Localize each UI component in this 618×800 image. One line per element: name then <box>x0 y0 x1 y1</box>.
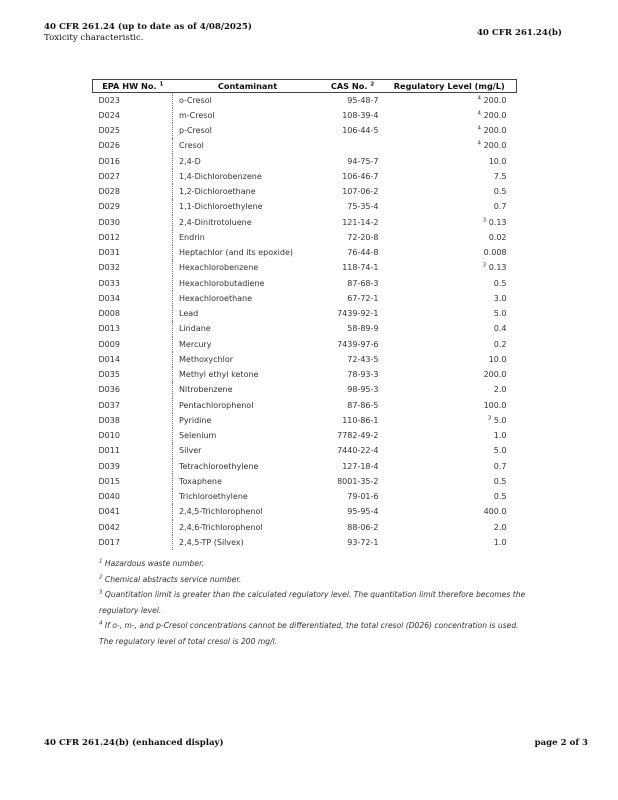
footer-citation: 40 CFR 261.24(b) (enhanced display) <box>44 738 224 748</box>
epa-hw-number: D025 <box>98 126 120 136</box>
table-row <box>93 306 517 321</box>
document-header <box>44 22 252 44</box>
contaminant-name: Hexachlorobutadiene <box>173 276 323 291</box>
regulatory-level-value: 1.0 <box>493 431 507 441</box>
contaminant-name: Heptachlor (and its epoxide) <box>173 245 323 260</box>
cas-number: 110-86-1 <box>342 415 379 425</box>
footnote-ref: 4 <box>477 95 482 102</box>
epa-hw-number: D016 <box>98 156 120 166</box>
regulatory-level <box>383 337 517 352</box>
regulatory-level <box>383 367 517 382</box>
regulatory-level-value: 1.0 <box>493 537 507 547</box>
cas-number: 7782-49-2 <box>337 431 379 441</box>
footnote-text: If o-, m-, and p-Cresol concentrations cannot be differentiated, the total cresol (D026) concentration is used. The regulatory level of total cresol is 200 mg/l. <box>99 621 519 646</box>
regulatory-level-value: 7.5 <box>493 171 507 181</box>
table-row <box>93 108 517 123</box>
footnote <box>99 572 529 588</box>
cas-number: 106-44-5 <box>342 126 379 136</box>
regulatory-level <box>383 535 517 550</box>
cas-number: 95-48-7 <box>347 95 379 105</box>
cas-number: 87-68-3 <box>347 278 379 288</box>
cas-number: 94-75-7 <box>347 156 379 166</box>
epa-hw-number: D035 <box>98 370 120 380</box>
regulatory-level-value: 0.5 <box>493 278 507 288</box>
contaminant-name: Cresol <box>173 138 323 153</box>
regulatory-level <box>383 169 517 184</box>
regulatory-level-value: 100.0 <box>483 400 507 410</box>
table-body <box>93 93 517 551</box>
cas-number: 75-35-4 <box>347 202 379 212</box>
table-row <box>93 291 517 306</box>
table-row <box>93 474 517 489</box>
col-header-cas-no <box>323 80 383 93</box>
epa-hw-number: D036 <box>98 385 120 395</box>
epa-hw-number: D014 <box>98 354 120 364</box>
contaminant-name: m-Cresol <box>173 108 323 123</box>
regulatory-level-value: 2.0 <box>493 385 507 395</box>
regulatory-level <box>383 123 517 138</box>
footnote-ref: 3 <box>487 415 492 422</box>
regulatory-level <box>383 215 517 230</box>
contaminant-name: Nitrobenzene <box>173 382 323 397</box>
footnote <box>99 587 529 618</box>
table-row <box>93 230 517 245</box>
section-reference: 40 CFR 261.24(b) <box>476 28 562 38</box>
table-row <box>93 443 517 458</box>
cas-number: 87-86-5 <box>347 400 379 410</box>
footnote <box>99 556 529 572</box>
epa-hw-number: D027 <box>98 171 120 181</box>
regulatory-level <box>383 154 517 169</box>
table-row <box>93 413 517 428</box>
regulatory-level <box>383 184 517 199</box>
cas-number: 72-20-8 <box>347 232 379 242</box>
page-number: page 2 of 3 <box>534 738 588 748</box>
contaminant-name: Trichloroethylene <box>173 489 323 504</box>
col-header-label: CAS No. <box>330 81 368 91</box>
regulatory-level-value: 5.0 <box>493 415 507 425</box>
regulatory-level <box>383 291 517 306</box>
contaminant-name: Pentachlorophenol <box>173 398 323 413</box>
contaminant-name: Methoxychlor <box>173 352 323 367</box>
cas-number: 98-95-3 <box>347 385 379 395</box>
cas-number: 107-06-2 <box>342 187 379 197</box>
regulatory-level <box>383 245 517 260</box>
contaminant-name: 1,1-Dichloroethylene <box>173 199 323 214</box>
col-header-regulatory-level <box>383 80 517 93</box>
contaminant-name: Lead <box>173 306 323 321</box>
contaminant-name: Toxaphene <box>173 474 323 489</box>
cas-number: 7439-92-1 <box>337 309 379 319</box>
cas-number: 79-01-6 <box>347 492 379 502</box>
regulatory-level <box>383 138 517 153</box>
col-header-epa-hw-no <box>93 80 173 93</box>
regulatory-level-value: 0.5 <box>493 187 507 197</box>
epa-hw-number: D008 <box>98 309 120 319</box>
regulatory-level <box>383 230 517 245</box>
regulatory-level <box>383 260 517 275</box>
contaminant-name: 2,4,5-TP (Silvex) <box>173 535 323 550</box>
footnote-text: Hazardous waste number. <box>104 559 204 568</box>
table-row <box>93 154 517 169</box>
cas-number: 67-72-1 <box>347 293 379 303</box>
table-row <box>93 367 517 382</box>
table-row <box>93 337 517 352</box>
contaminant-name: 1,2-Dichloroethane <box>173 184 323 199</box>
regulatory-level <box>383 398 517 413</box>
epa-hw-number: D010 <box>98 431 120 441</box>
epa-hw-number: D015 <box>98 476 120 486</box>
footnote <box>99 618 529 649</box>
footnote-ref: 1 <box>159 81 164 88</box>
contaminant-name: Hexachlorobenzene <box>173 260 323 275</box>
contaminant-name: Silver <box>173 443 323 458</box>
epa-hw-number: D031 <box>98 248 120 258</box>
contaminant-name: 2,4,6-Trichlorophenol <box>173 520 323 535</box>
regulatory-level-value: 0.7 <box>493 202 507 212</box>
regulatory-level-value: 5.0 <box>493 446 507 456</box>
section-subtitle: Toxicity characteristic. <box>44 33 144 43</box>
table-row <box>93 245 517 260</box>
table-row <box>93 215 517 230</box>
document-title: 40 CFR 261.24 (up to date as of 4/08/2025) <box>44 22 252 32</box>
col-header-label: EPA HW No. <box>102 81 157 91</box>
cas-number: 72-43-5 <box>347 354 379 364</box>
toxicity-table <box>92 79 517 550</box>
regulatory-level <box>383 199 517 214</box>
table-row <box>93 321 517 336</box>
table-row <box>93 276 517 291</box>
contaminant-name: Endrin <box>173 230 323 245</box>
epa-hw-number: D011 <box>98 446 120 456</box>
table-row <box>93 199 517 214</box>
table-row <box>93 93 517 108</box>
regulatory-level-value: 200.0 <box>483 95 507 105</box>
footnote-ref: 3 <box>482 262 487 269</box>
epa-hw-number: D033 <box>98 278 120 288</box>
table-row <box>93 535 517 550</box>
regulatory-level-value: 3.0 <box>493 293 507 303</box>
regulatory-level-value: 0.008 <box>483 248 507 258</box>
epa-hw-number: D032 <box>98 263 120 273</box>
footnote-ref: 4 <box>477 125 482 132</box>
regulatory-level-value: 2.0 <box>493 522 507 532</box>
footnote-marker: 3 <box>99 589 103 596</box>
regulatory-level-value: 10.0 <box>488 156 507 166</box>
footnote-marker: 2 <box>99 573 103 580</box>
epa-hw-number: D023 <box>98 95 120 105</box>
regulatory-level-value: 0.5 <box>493 492 507 502</box>
table-row <box>93 184 517 199</box>
epa-hw-number: D030 <box>98 217 120 227</box>
cas-number: 8001-35-2 <box>337 476 379 486</box>
epa-hw-number: D028 <box>98 187 120 197</box>
regulatory-level-value: 200.0 <box>483 141 507 151</box>
cas-number: 106-46-7 <box>342 171 379 181</box>
contaminant-name: Selenium <box>173 428 323 443</box>
contaminant-name: Lindane <box>173 321 323 336</box>
table-row <box>93 169 517 184</box>
epa-hw-number: D039 <box>98 461 120 471</box>
regulatory-level-value: 10.0 <box>488 354 507 364</box>
col-header-label: Contaminant <box>217 81 278 91</box>
cas-number: 93-72-1 <box>347 537 379 547</box>
regulatory-level <box>383 382 517 397</box>
regulatory-level-value: 0.4 <box>493 324 507 334</box>
table-row <box>93 260 517 275</box>
regulatory-level-value: 0.5 <box>493 476 507 486</box>
cas-number: 88-06-2 <box>347 522 379 532</box>
cas-number: 76-44-8 <box>347 248 379 258</box>
epa-hw-number: D029 <box>98 202 120 212</box>
regulatory-level <box>383 413 517 428</box>
epa-hw-number: D009 <box>98 339 120 349</box>
epa-hw-number: D038 <box>98 415 120 425</box>
cas-number: 58-89-9 <box>347 324 379 334</box>
regulatory-level-value: 200.0 <box>483 126 507 136</box>
regulatory-level-value: 200.0 <box>483 370 507 380</box>
table-row <box>93 382 517 397</box>
epa-hw-number: D037 <box>98 400 120 410</box>
regulatory-level <box>383 306 517 321</box>
contaminant-name: Pyridine <box>173 413 323 428</box>
table-row <box>93 428 517 443</box>
footnote-ref: 3 <box>482 216 487 223</box>
cas-number: 7439-97-6 <box>337 339 379 349</box>
epa-hw-number: D012 <box>98 232 120 242</box>
contaminant-name: Tetrachloroethylene <box>173 459 323 474</box>
table-row <box>93 459 517 474</box>
epa-hw-number: D040 <box>98 492 120 502</box>
epa-hw-number: D024 <box>98 110 120 120</box>
regulatory-level-value: 0.13 <box>488 217 507 227</box>
table-header <box>93 80 517 93</box>
footnote-ref: 4 <box>477 110 482 117</box>
regulatory-level <box>383 352 517 367</box>
regulatory-level-value: 0.13 <box>488 263 507 273</box>
footnotes <box>99 556 529 649</box>
col-header-label: Regulatory Level (mg/L) <box>393 81 505 91</box>
table-row <box>93 138 517 153</box>
regulatory-level <box>383 428 517 443</box>
regulatory-level-value: 0.7 <box>493 461 507 471</box>
regulatory-level-value: 0.2 <box>493 339 507 349</box>
epa-hw-number: D041 <box>98 507 120 517</box>
contaminant-name: 2,4-D <box>173 154 323 169</box>
regulatory-level-value: 400.0 <box>483 507 507 517</box>
regulatory-level <box>383 276 517 291</box>
cas-number: 95-95-4 <box>347 507 379 517</box>
regulatory-level <box>383 504 517 519</box>
contaminant-name: 2,4-Dinitrotoluene <box>173 215 323 230</box>
regulatory-level <box>383 474 517 489</box>
epa-hw-number: D034 <box>98 293 120 303</box>
contaminant-name: Hexachloroethane <box>173 291 323 306</box>
epa-hw-number: D042 <box>98 522 120 532</box>
table-row <box>93 520 517 535</box>
epa-hw-number: D017 <box>98 537 120 547</box>
regulatory-level <box>383 93 517 108</box>
regulatory-level-value: 5.0 <box>493 309 507 319</box>
cas-number <box>323 138 383 153</box>
cas-number: 118-74-1 <box>342 263 379 273</box>
regulatory-level-value: 200.0 <box>483 110 507 120</box>
contaminant-name: 2,4,5-Trichlorophenol <box>173 504 323 519</box>
contaminant-name: p-Cresol <box>173 123 323 138</box>
col-header-contaminant <box>173 80 323 93</box>
epa-hw-number: D026 <box>98 141 120 151</box>
contaminant-name: 1,4-Dichlorobenzene <box>173 169 323 184</box>
footnote-ref: 2 <box>370 81 375 88</box>
table-row <box>93 489 517 504</box>
contaminant-name: Methyl ethyl ketone <box>173 367 323 382</box>
cas-number: 121-14-2 <box>342 217 379 227</box>
regulatory-level <box>383 520 517 535</box>
regulatory-level <box>383 443 517 458</box>
regulatory-level <box>383 489 517 504</box>
table-row <box>93 352 517 367</box>
footnote-ref: 4 <box>477 140 482 147</box>
regulatory-level <box>383 321 517 336</box>
regulatory-level <box>383 459 517 474</box>
footnote-text: Quantitation limit is greater than the calculated regulatory level. The quantitation limit therefore becomes the regulatory level. <box>99 590 526 615</box>
footnote-text: Chemical abstracts service number. <box>104 574 242 584</box>
cas-number: 78-93-3 <box>347 370 379 380</box>
epa-hw-number: D013 <box>98 324 120 334</box>
contaminant-name: Mercury <box>173 337 323 352</box>
contaminant-name: o-Cresol <box>173 93 323 108</box>
regulatory-level-value: 0.02 <box>488 232 507 242</box>
footnote-marker: 1 <box>99 558 103 565</box>
cas-number: 108-39-4 <box>342 110 379 120</box>
table-row <box>93 398 517 413</box>
footnote-marker: 4 <box>99 620 103 627</box>
table-row <box>93 504 517 519</box>
cas-number: 127-18-4 <box>342 461 379 471</box>
cas-number: 7440-22-4 <box>337 446 379 456</box>
regulatory-level <box>383 108 517 123</box>
table-row <box>93 123 517 138</box>
